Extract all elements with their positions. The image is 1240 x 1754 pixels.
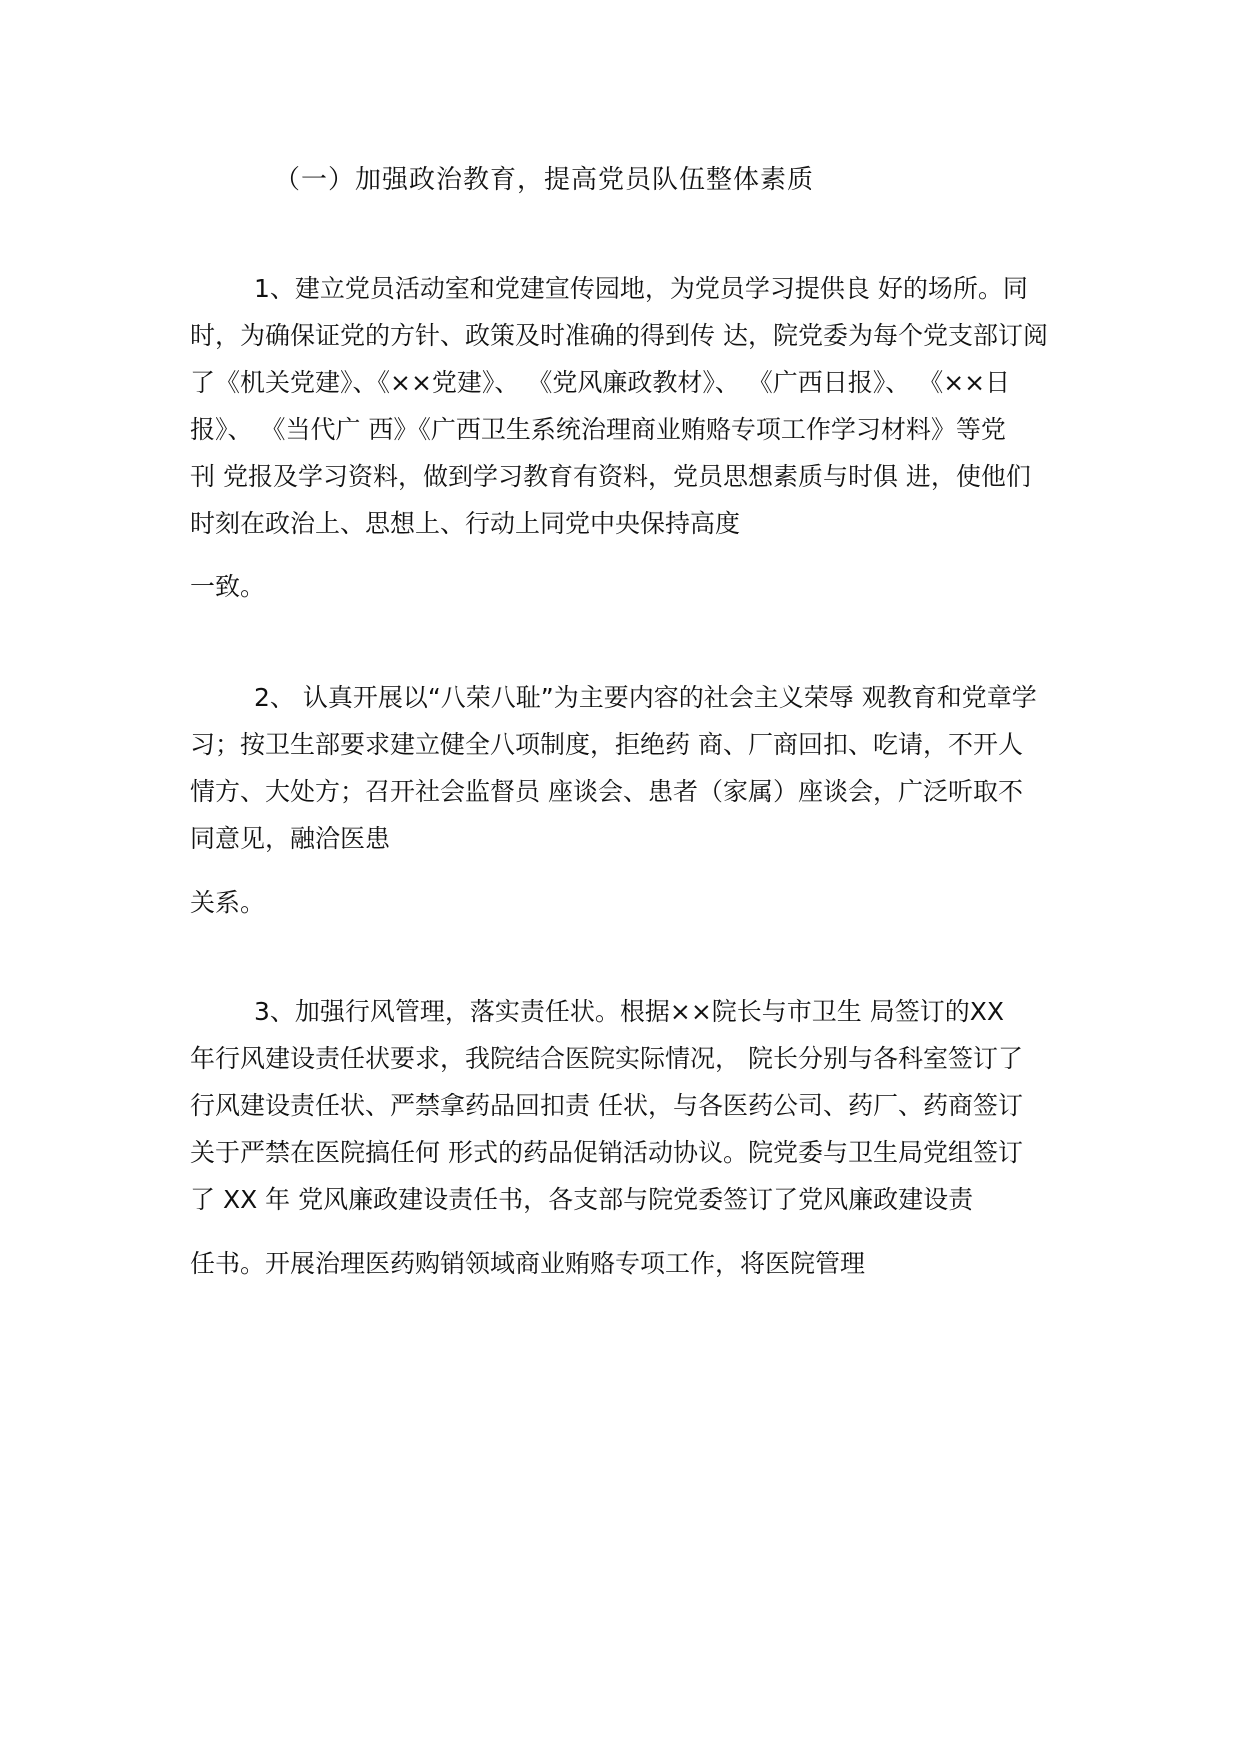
paragraph-line: 习；按卫生部要求建立健全八项制度，拒绝药 商、厂商回扣、吃请，不开人: [190, 730, 1023, 759]
paragraph-line: 时刻在政治上、思想上、行动上同党中央保持高度: [190, 509, 741, 538]
paragraph-line: 了《机关党建》、《××党建》、 《党风廉政教材》、 《广西日报》、 《××日: [190, 368, 1011, 397]
paragraph-line: 3、加强行风管理，落实责任状。根据××院长与市卫生 局签订的XX: [254, 997, 1005, 1026]
paragraph-3-tail: 任书。开展治理医药购销领域商业贿赂专项工作，将医院管理: [190, 1249, 866, 1278]
paragraph-line: 关于严禁在医院搞任何 形式的药品促销活动协议。院党委与卫生局党组签订: [190, 1138, 1023, 1167]
paragraph-line: 时，为确保证党的方针、政策及时准确的得到传 达，院党委为每个党支部订阅: [190, 321, 1048, 350]
paragraph-2: [190, 674, 1060, 862]
paragraph-1: [190, 265, 1060, 547]
paragraph-line: 报》、 《当代广 西》《广西卫生系统治理商业贿赂专项工作学习材料》等党: [190, 415, 1006, 444]
paragraph-line: 1、建立党员活动室和党建宣传园地，为党员学习提供良 好的场所。同: [254, 274, 1028, 303]
paragraph-line: 2、 认真开展以“八荣八耻”为主要内容的社会主义荣辱 观教育和党章学: [254, 683, 1037, 712]
paragraph-line: 了 XX 年 党风廉政建设责任书，各支部与院党委签订了党风廉政建设责: [190, 1185, 974, 1214]
paragraph-line: 年行风建设责任状要求，我院结合医院实际情况， 院长分别与各科室签订了: [190, 1044, 1023, 1073]
paragraph-1-tail: 一致。: [190, 572, 266, 601]
paragraph-3: [190, 988, 1060, 1223]
paragraph-2-tail: 关系。: [190, 888, 266, 917]
paragraph-line: 情方、大处方；召开社会监督员 座谈会、患者（家属）座谈会，广泛听取不: [190, 777, 1023, 806]
paragraph-line: 刊 党报及学习资料，做到学习教育有资料，党员思想素质与时俱 进，使他们: [190, 462, 1031, 491]
paragraph-line: 同意见，融洽医患: [190, 824, 391, 853]
section-heading: （一）加强政治教育，提高党员队伍整体素质: [274, 165, 815, 195]
paragraph-line: 行风建设责任状、严禁拿药品回扣责 任状，与各医药公司、药厂、药商签订: [190, 1091, 1023, 1120]
